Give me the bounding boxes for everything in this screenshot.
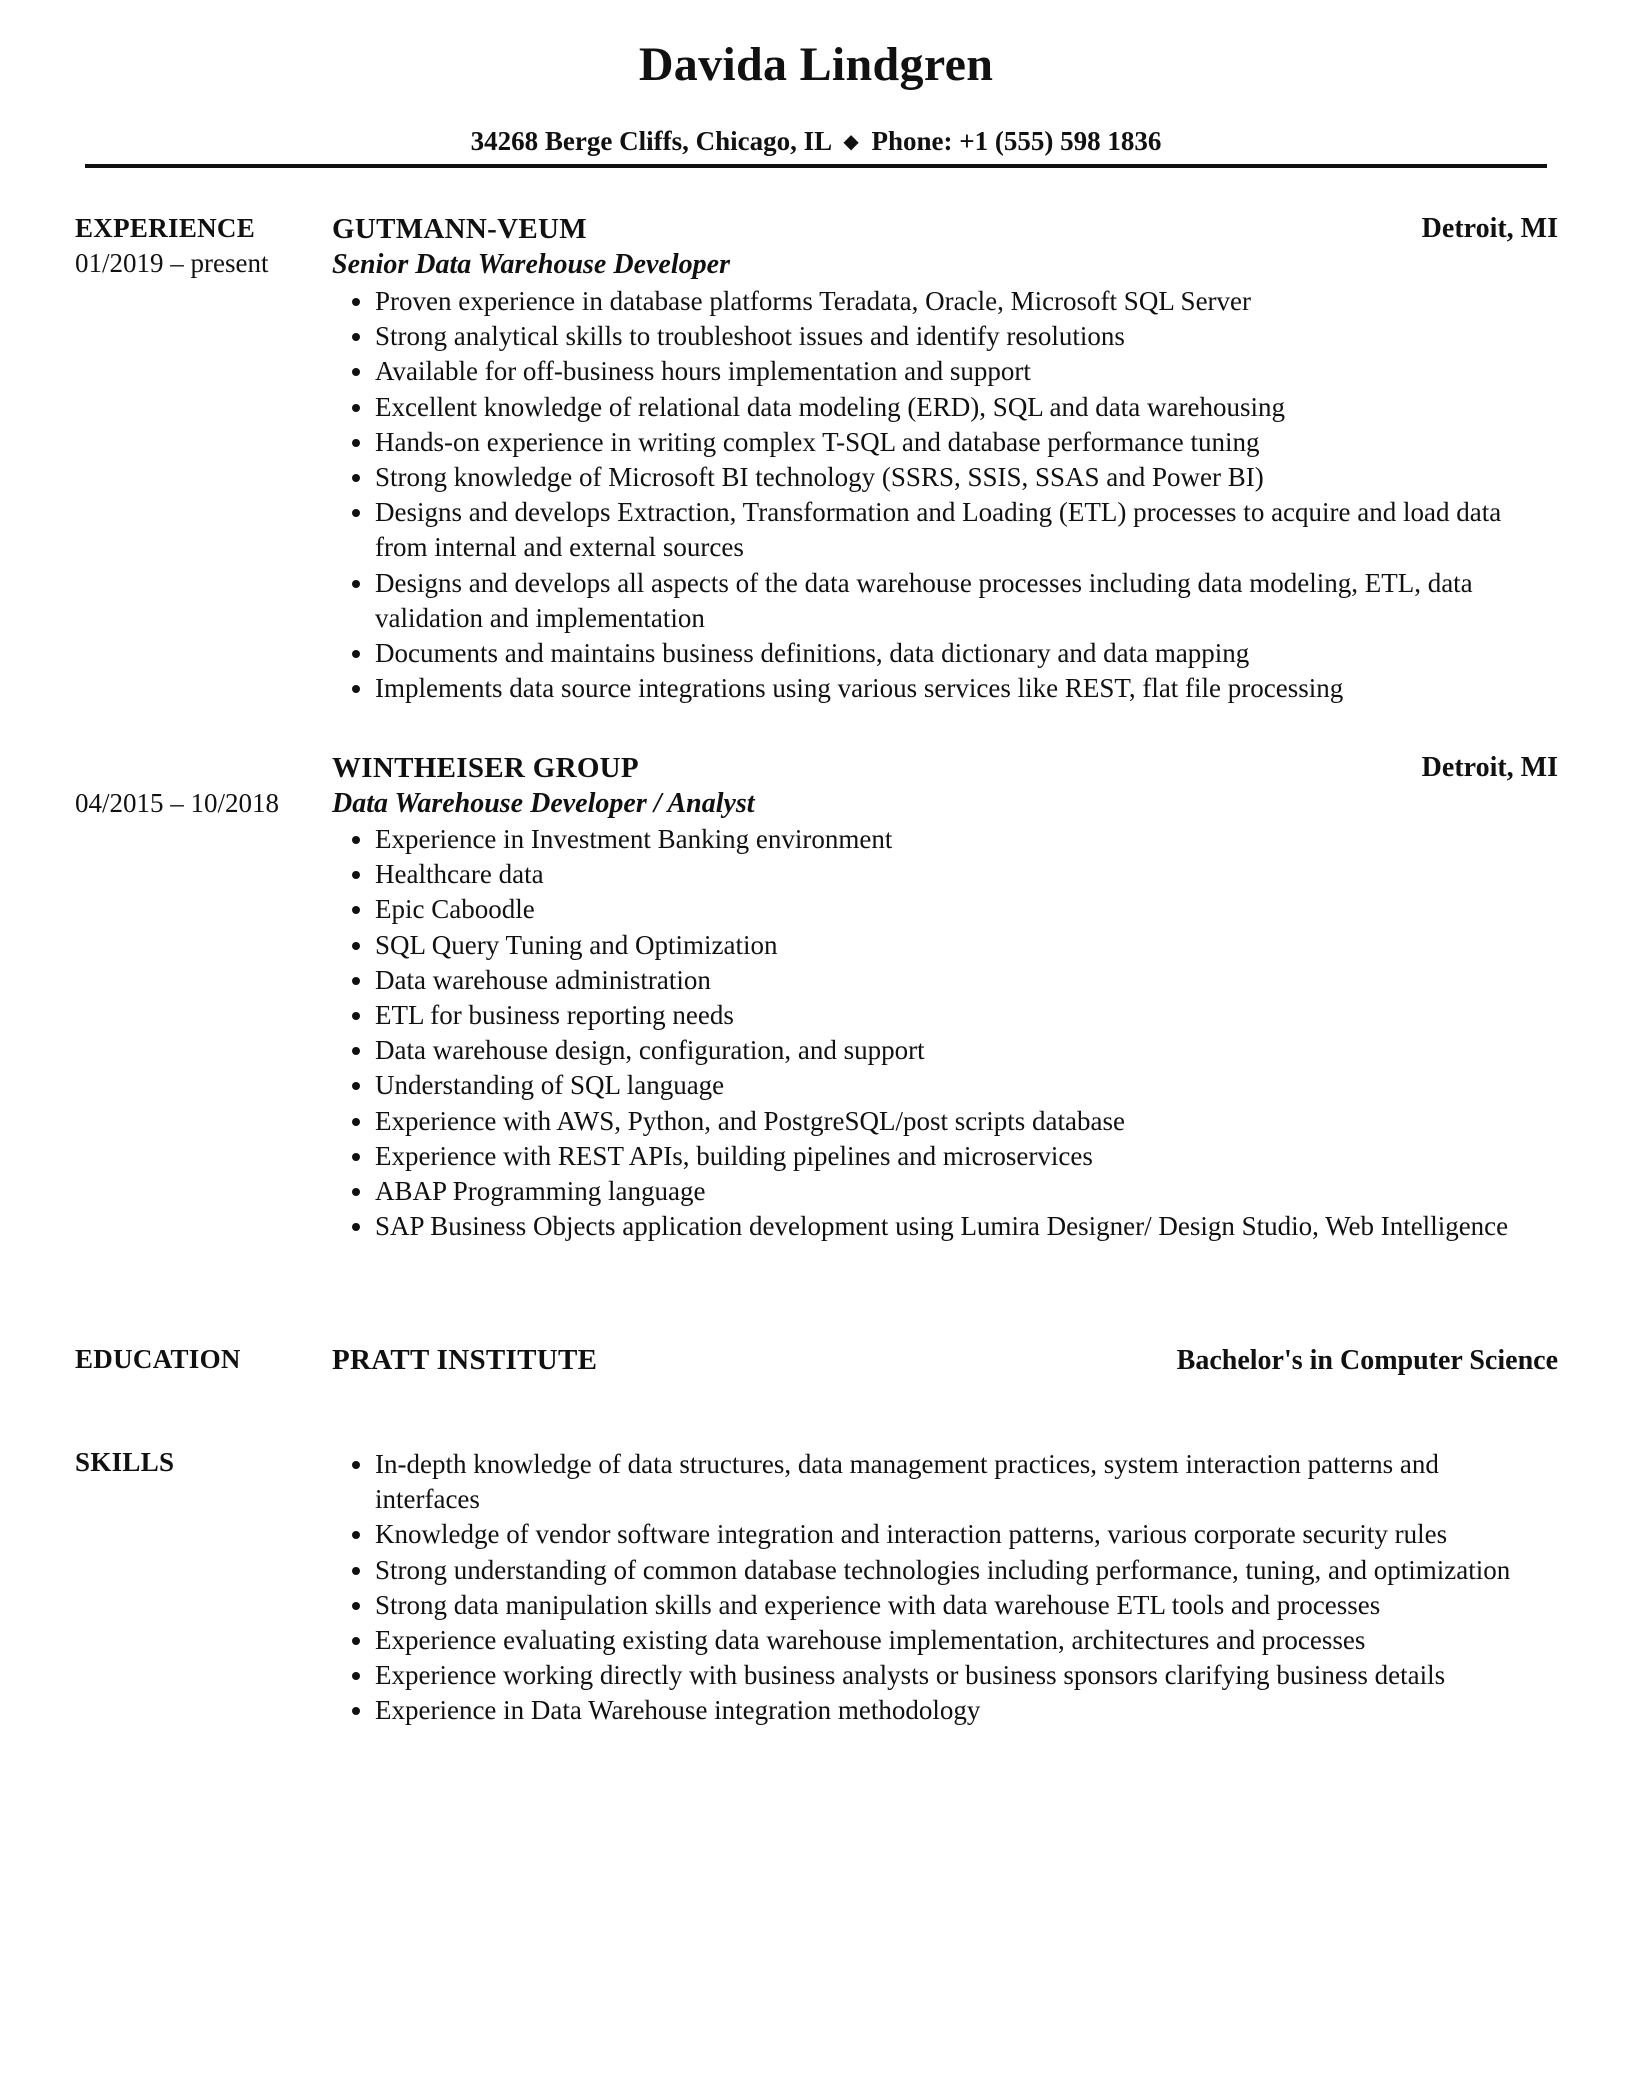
list-item: Available for off-business hours implementation and support <box>375 354 1550 389</box>
list-item: Epic Caboodle <box>375 892 1550 927</box>
section-label-education: EDUCATION <box>75 1344 241 1374</box>
list-item: Experience with REST APIs, building pipelines and microservices <box>375 1139 1550 1174</box>
list-item: Experience evaluating existing data warehouse implementation, architectures and processes <box>375 1623 1550 1658</box>
list-item: Experience with AWS, Python, and PostgreSQL/post scripts database <box>375 1104 1550 1139</box>
skills-bullet-list <box>375 1447 1550 1729</box>
list-item: Strong data manipulation skills and experience with data warehouse ETL tools and processes <box>375 1588 1550 1623</box>
list-item: Data warehouse administration <box>375 963 1550 998</box>
job-location: Detroit, MI <box>1421 752 1558 783</box>
job-dates: 01/2019 – present <box>75 248 269 278</box>
list-item: ETL for business reporting needs <box>375 998 1550 1033</box>
list-item: Implements data source integrations using various services like REST, flat file processing <box>375 671 1550 706</box>
list-item: ABAP Programming language <box>375 1174 1550 1209</box>
list-item: SAP Business Objects application development using Lumira Designer/ Design Studio, Web Intelligence <box>375 1209 1550 1244</box>
list-item: Designs and develops Extraction, Transformation and Loading (ETL) processes to acquire and load data from internal and external sources <box>375 495 1550 565</box>
list-item: Excellent knowledge of relational data modeling (ERD), SQL and data warehousing <box>375 390 1550 425</box>
address: 34268 Berge Cliffs, Chicago, IL <box>470 126 831 156</box>
diamond-separator-icon: ◆ <box>843 131 859 153</box>
job-bullet-list <box>375 822 1550 1244</box>
list-item: Experience in Investment Banking environment <box>375 822 1550 857</box>
list-item: In-depth knowledge of data structures, data management practices, system interaction patterns and interfaces <box>375 1447 1550 1517</box>
job-dates: 04/2015 – 10/2018 <box>75 788 280 818</box>
job-title: Data Warehouse Developer / Analyst <box>332 788 755 819</box>
job-location: Detroit, MI <box>1421 213 1558 244</box>
education-school: PRATT INSTITUTE <box>332 1344 598 1376</box>
list-item: Proven experience in database platforms Teradata, Oracle, Microsoft SQL Server <box>375 284 1550 319</box>
list-item: Experience in Data Warehouse integration methodology <box>375 1693 1550 1728</box>
header-divider <box>85 164 1547 168</box>
contact-line <box>0 124 1632 159</box>
job-company: GUTMANN-VEUM <box>332 213 587 245</box>
job-bullet-list <box>375 284 1550 706</box>
list-item: Strong analytical skills to troubleshoot issues and identify resolutions <box>375 319 1550 354</box>
list-item: SQL Query Tuning and Optimization <box>375 928 1550 963</box>
education-degree: Bachelor's in Computer Science <box>1176 1345 1558 1376</box>
section-label-skills: SKILLS <box>75 1447 175 1477</box>
list-item: Understanding of SQL language <box>375 1068 1550 1103</box>
phone: Phone: +1 (555) 598 1836 <box>871 126 1162 156</box>
list-item: Documents and maintains business definitions, data dictionary and data mapping <box>375 636 1550 671</box>
list-item: Hands-on experience in writing complex T-SQL and database performance tuning <box>375 425 1550 460</box>
job-title: Senior Data Warehouse Developer <box>332 249 730 280</box>
section-label-experience: EXPERIENCE <box>75 213 256 243</box>
list-item: Knowledge of vendor software integration and interaction patterns, various corporate security rules <box>375 1517 1550 1552</box>
list-item: Data warehouse design, configuration, and support <box>375 1033 1550 1068</box>
list-item: Strong understanding of common database technologies including performance, tuning, and optimization <box>375 1553 1550 1588</box>
list-item: Experience working directly with business analysts or business sponsors clarifying business details <box>375 1658 1550 1693</box>
candidate-name: Davida Lindgren <box>638 38 994 91</box>
list-item: Designs and develops all aspects of the data warehouse processes including data modeling, ETL, data validation and implementation <box>375 566 1550 636</box>
list-item: Strong knowledge of Microsoft BI technology (SSRS, SSIS, SSAS and Power BI) <box>375 460 1550 495</box>
job-company: WINTHEISER GROUP <box>332 752 639 784</box>
list-item: Healthcare data <box>375 857 1550 892</box>
